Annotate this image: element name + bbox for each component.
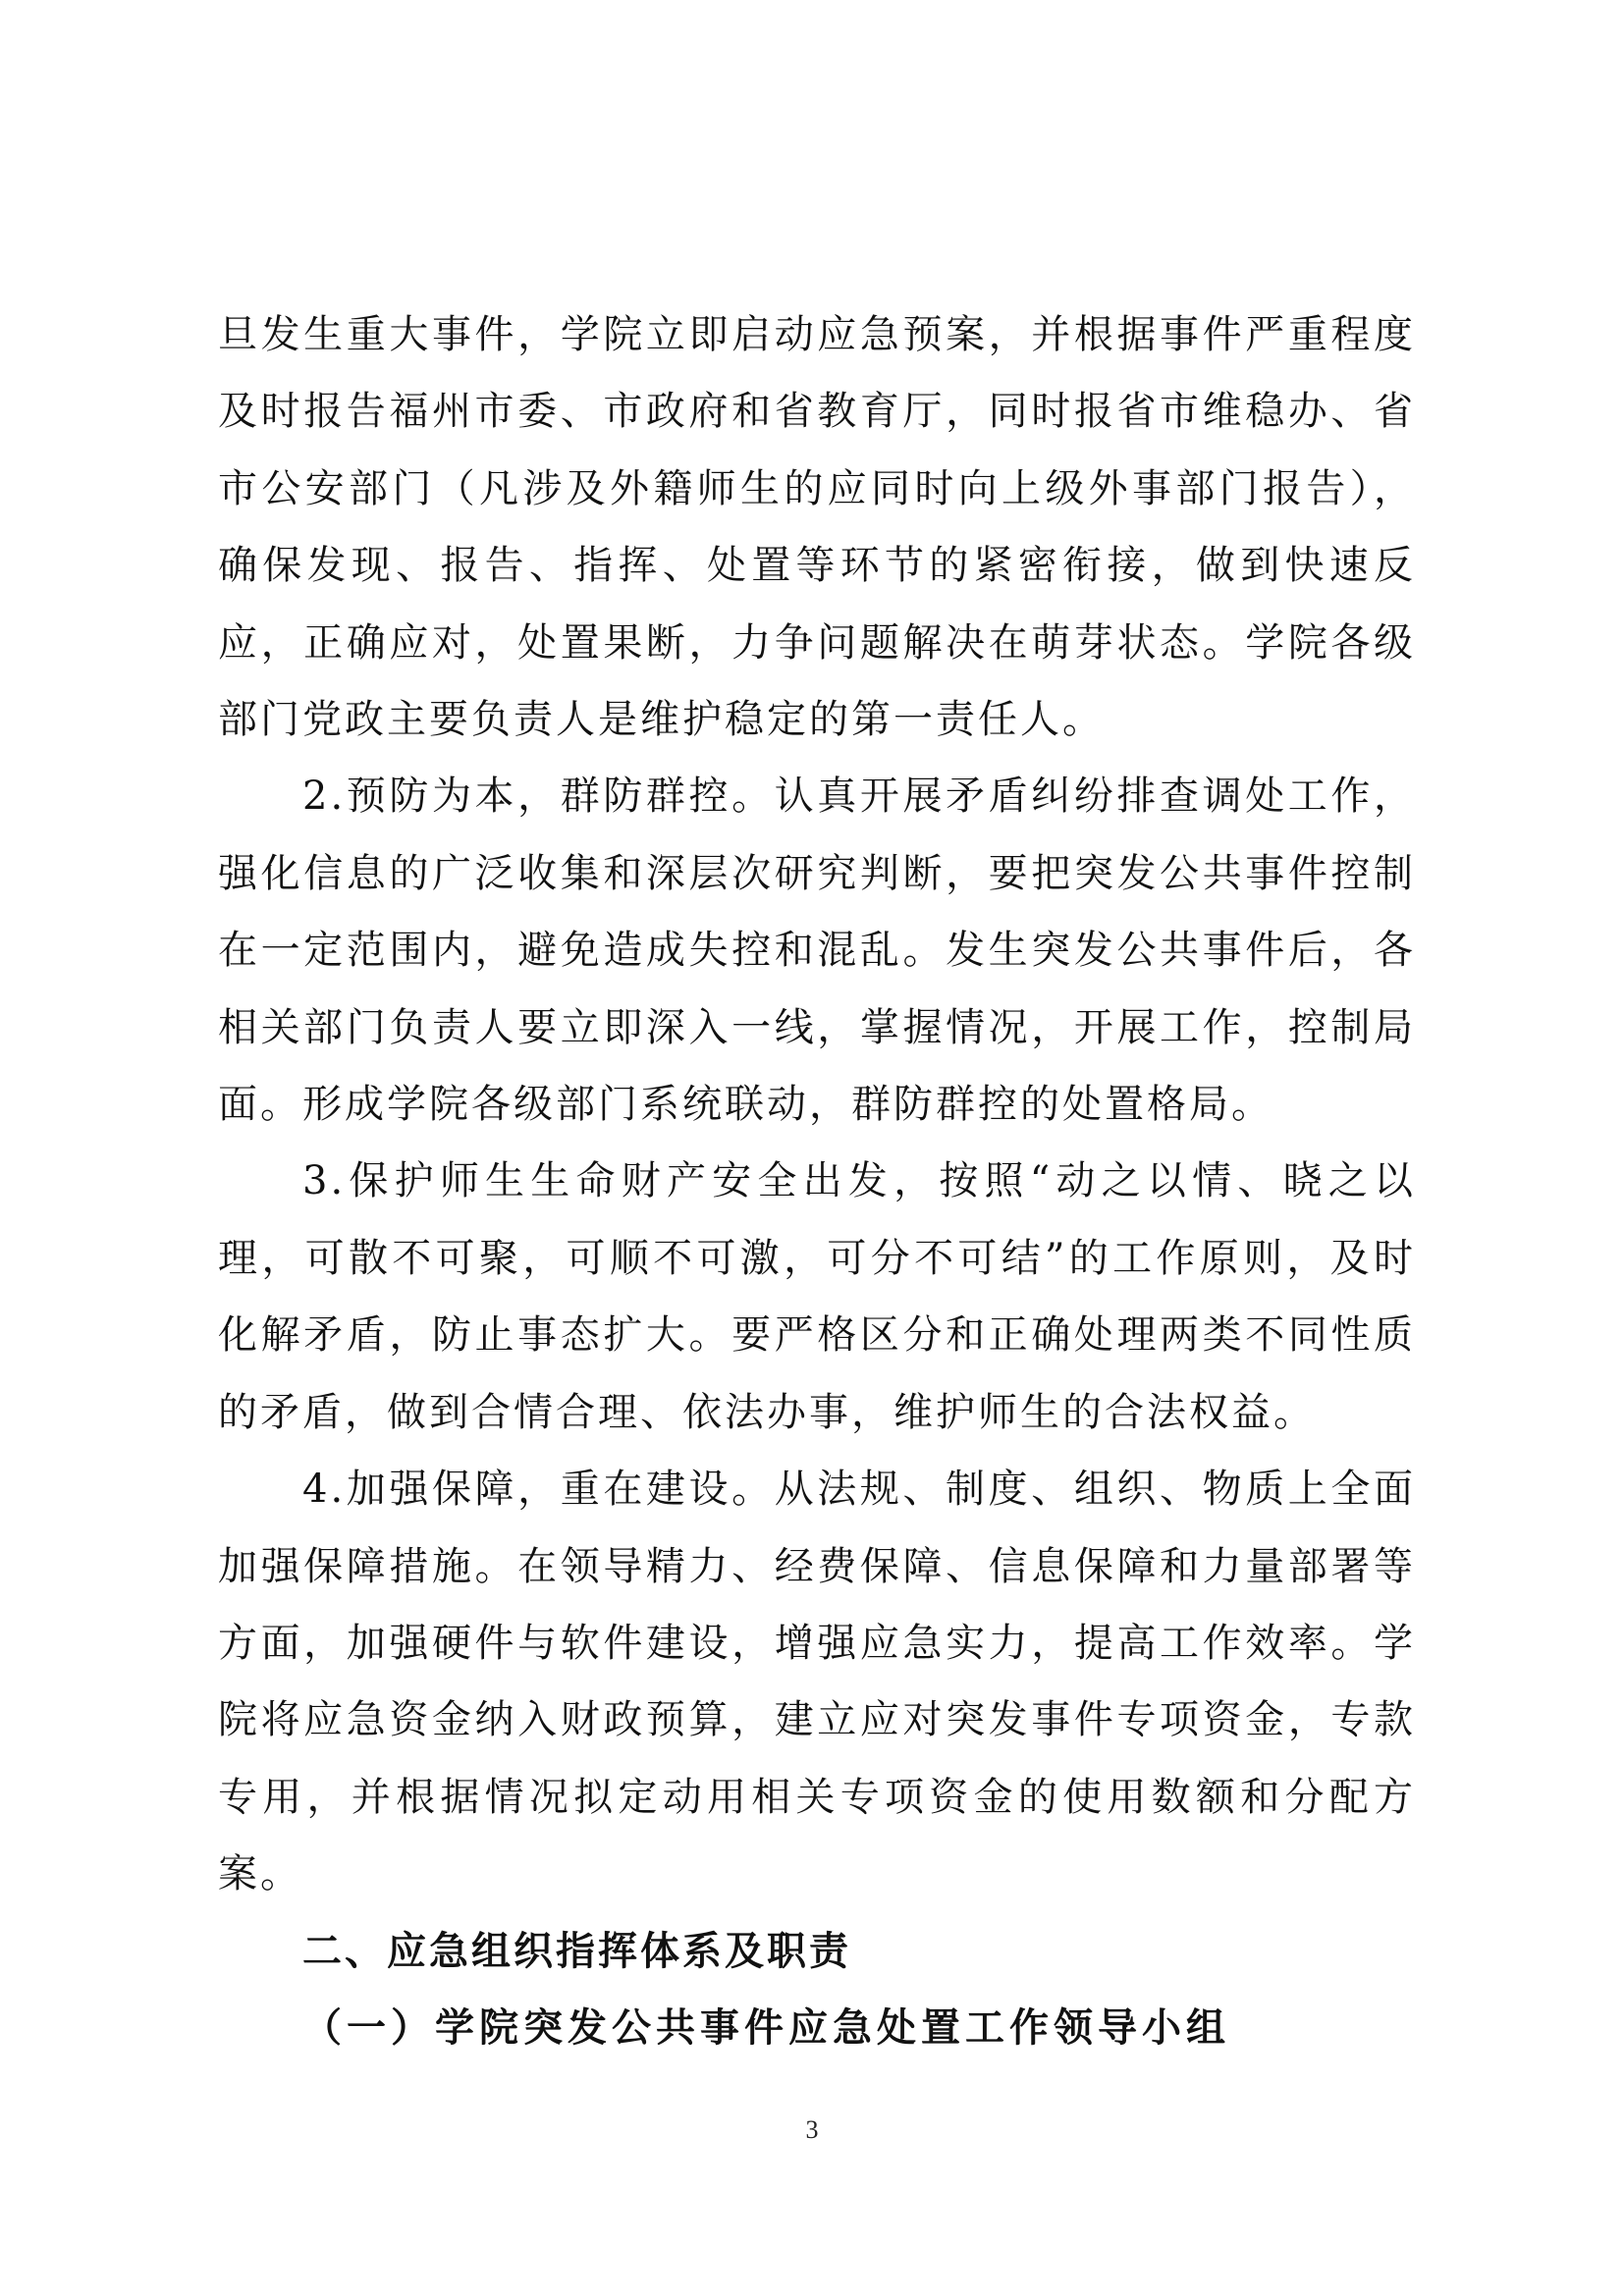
paragraph-principle-4: 4.加强保障，重在建设。从法规、制度、组织、物质上全面加强保障措施。在领导精力、经费保障、信息保障和力量部署等方面，加强硬件与软件建设，增强应急实力，提高工作效率。学院将应急资金纳入财政预算，建立应对突发事件专项资金，专款专用，并根据情况拟定动用相关专项资金的使用数额和分配方案。 xyxy=(218,1467,1416,1897)
body-text xyxy=(218,296,1416,2066)
paragraph-continuation: 旦发生重大事件，学院立即启动应急预案，并根据事件严重程度及时报告福州市委、市政府和省教育厅，同时报省市维稳办、省市公安部门（凡涉及外籍师生的应同时向上级外事部门报告），确保发现、报告、指挥、处置等环节的紧密衔接，做到快速反应，正确应对，处置果断，力争问题解决在萌芽状态。学院各级部门党政主要负责人是维护稳定的第一责任人。 xyxy=(218,312,1416,743)
subsection-heading: （一）学院突发公共事件应急处置工作领导小组 xyxy=(302,2004,1230,2051)
section-heading: 二、应急组织指挥体系及职责 xyxy=(302,1928,851,1974)
page-number: 3 xyxy=(805,2115,819,2144)
paragraph-principle-2: 2.预防为本，群防群控。认真开展矛盾纠纷排查调处工作，强化信息的广泛收集和深层次研究判断，要把突发公共事件控制在一定范围内，避免造成失控和混乱。发生突发公共事件后，各相关部门负责人要立即深入一线，掌握情况，开展工作，控制局面。形成学院各级部门系统联动，群防群控的处置格局。 xyxy=(218,774,1416,1128)
paragraph-principle-3: 3.保护师生生命财产安全出发，按照“动之以情、晓之以理，可散不可聚，可顺不可激，可分不可结”的工作原则，及时化解矛盾，防止事态扩大。要严格区分和正确处理两类不同性质的矛盾，做到合情合理、依法办事，维护师生的合法权益。 xyxy=(218,1158,1416,1435)
